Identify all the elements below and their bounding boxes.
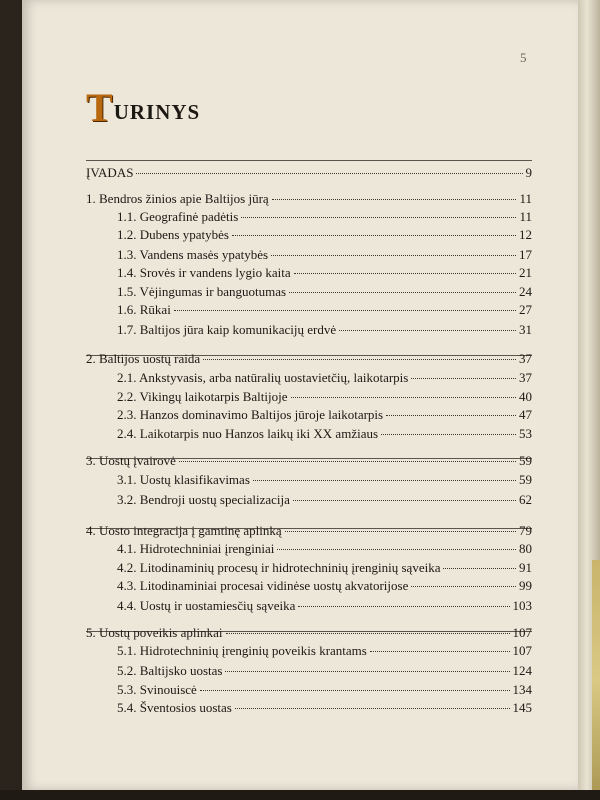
toc-leader-dots [443,568,516,569]
toc-entry-page: 91 [519,560,532,575]
toc-entry-page: 21 [519,265,532,280]
toc-leader-dots [226,633,510,634]
toc-leader-dots [411,378,516,379]
toc-leader-dots [232,235,516,236]
toc-entry-page: 107 [512,643,532,658]
toc-entry-title: 2.2. Vikingų laikotarpis Baltijoje [117,389,288,404]
toc-entry-page: 80 [519,541,532,556]
toc-entry [117,491,532,509]
toc-entry [86,522,532,540]
section-divider [86,160,532,161]
toc-entry-page: 124 [512,663,532,678]
toc-entry-title: 4.1. Hidrotechniniai įrenginiai [117,541,275,556]
toc-entry-page: 37 [519,370,532,385]
toc-leader-dots [289,292,516,293]
toc-entry-page: 99 [519,578,532,593]
toc-entry-title: 1.4. Srovės ir vandens lygio kaita [117,265,291,280]
toc-entry-title: 1.1. Geografinė padėtis [117,209,239,224]
toc-entry-page: 103 [512,598,532,613]
toc-entry [117,699,532,717]
toc-entry-title: 5.2. Baltijsko uostas [117,663,223,678]
toc-leader-dots [339,330,516,331]
toc-entry [86,190,532,208]
toc-entry-title: 1.6. Rūkai [117,302,171,317]
toc-entry-page: 53 [519,426,532,441]
toc-entry [86,624,532,642]
toc-entry [86,164,532,182]
toc-entry-page: 27 [519,302,532,317]
toc-entry-page: 17 [519,247,532,262]
book-cover-edge [592,560,600,800]
toc-leader-dots [179,461,516,462]
toc-entry [117,264,532,282]
toc-leader-dots [203,359,516,360]
toc-entry-title: 4.3. Litodinaminiai procesai vidinėse uostų akvatorijose [117,578,409,593]
page-number: 5 [520,50,527,65]
toc-entry-title: 3. Uostų įvairovė [86,453,176,468]
page-title [86,85,201,130]
toc-entry-page: 12 [519,227,532,242]
table-surface [0,790,600,800]
toc-entry [117,321,532,339]
toc-entry-title: 2.3. Hanzos dominavimo Baltijos jūroje laikotarpis [117,407,384,422]
toc-entry-title: 3.1. Uostų klasifikavimas [117,472,250,487]
toc-entry [117,471,532,489]
toc-leader-dots [293,500,516,501]
toc-leader-dots [298,606,509,607]
toc-entry-title: 5.3. Svinouiscė [117,682,197,697]
toc-entry-page: 40 [519,389,532,404]
toc-entry-page: 9 [525,165,532,180]
toc-entry-page: 37 [519,351,532,366]
toc-entry-page: 134 [512,682,532,697]
toc-leader-dots [411,586,516,587]
toc-entry [117,662,532,680]
toc-entry-page: 145 [512,700,532,715]
toc-entry-page: 59 [519,453,532,468]
toc-entry [117,226,532,244]
toc-entry [117,369,532,387]
toc-leader-dots [272,199,517,200]
toc-entry-title: 1.3. Vandens masės ypatybės [117,247,269,262]
toc-entry-page: 47 [519,407,532,422]
toc-leader-dots [241,217,516,218]
toc-entry-title: 5. Uostų poveikis aplinkai [86,625,223,640]
title-text: URINYS [113,100,201,124]
toc-entry-title: 2. Baltijos uostų raida [86,351,201,366]
toc-entry-title: 2.1. Ankstyvasis, arba natūralių uostavietčių, laikotarpis [117,370,409,385]
toc-entry-title: ĮVADAS [86,165,134,180]
toc-entry [117,208,532,226]
toc-leader-dots [271,255,516,256]
toc-entry-title: 1.7. Baltijos jūra kaip komunikacijų erdvė [117,322,337,337]
toc-entry-title: 4. Uosto integracija į gamtinę aplinką [86,523,282,538]
toc-entry [117,301,532,319]
toc-leader-dots [235,708,510,709]
toc-entry-title: 5.4. Šventosios uostas [117,700,232,715]
toc-entry-page: 62 [519,492,532,507]
toc-leader-dots [200,690,510,691]
toc-entry [117,246,532,264]
toc-entry-page: 59 [519,472,532,487]
toc-entry-title: 1.5. Vėjingumas ir banguotumas [117,284,287,299]
toc-leader-dots [136,173,522,174]
toc-leader-dots [225,671,509,672]
toc-entry [117,283,532,301]
toc-entry [86,452,532,470]
toc-entry-page: 31 [519,322,532,337]
toc-entry [117,597,532,615]
toc-leader-dots [381,434,516,435]
toc-entry [117,406,532,424]
toc-leader-dots [386,415,516,416]
toc-leader-dots [174,310,516,311]
toc-entry-page: 11 [519,191,532,206]
toc-entry-page: 107 [512,625,532,640]
toc-leader-dots [370,651,510,652]
toc-entry [117,559,532,577]
toc-entry [117,540,532,558]
toc-entry-title: 4.2. Litodinaminių procesų ir hidrotechninių įrenginių sąveika [117,560,441,575]
toc-leader-dots [253,480,516,481]
toc-entry-title: 5.1. Hidrotechninių įrenginių poveikis krantams [117,643,367,658]
toc-leader-dots [277,549,516,550]
toc-entry-page: 24 [519,284,532,299]
toc-entry-title: 2.4. Laikotarpis nuo Hanzos laikų iki XX amžiaus [117,426,379,441]
toc-leader-dots [285,531,516,532]
toc-entry-page: 11 [519,209,532,224]
toc-entry [117,577,532,595]
toc-entry [117,425,532,443]
toc-leader-dots [291,397,517,398]
toc-entry [117,388,532,406]
toc-entry-page: 79 [519,523,532,538]
toc-entry [86,350,532,368]
toc-entry-title: 1.2. Dubens ypatybės [117,227,229,242]
toc-entry-title: 4.4. Uostų ir uostamiesčių sąveika [117,598,296,613]
title-drop-cap: T [86,85,113,130]
toc-entry-title: 1. Bendros žinios apie Baltijos jūrą [86,191,269,206]
toc-entry [117,681,532,699]
toc-leader-dots [294,273,516,274]
toc-entry [117,642,532,660]
toc-entry-title: 3.2. Bendroji uostų specializacija [117,492,290,507]
